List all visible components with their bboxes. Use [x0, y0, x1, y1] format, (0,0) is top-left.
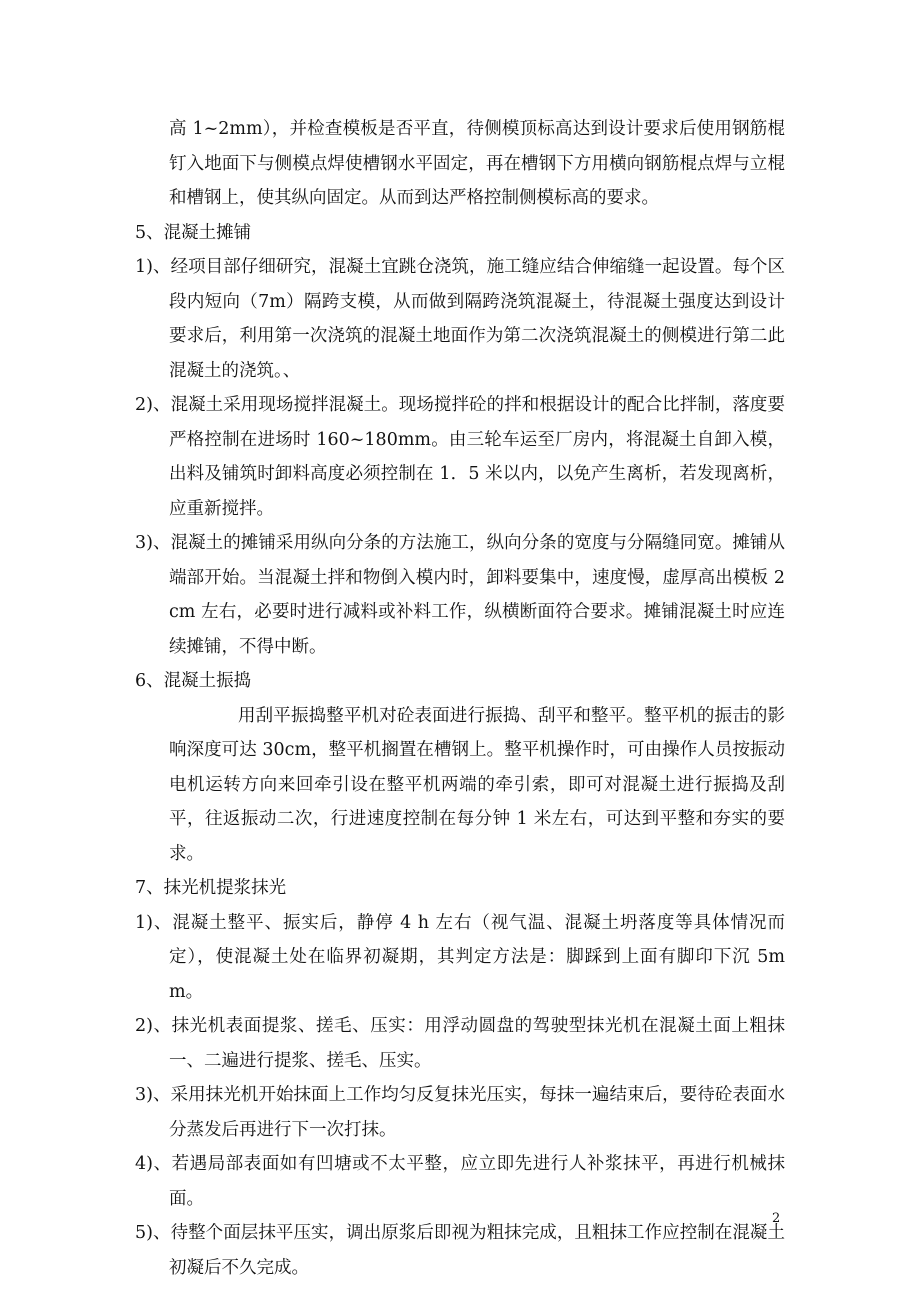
list-item-7-5: 5)、待整个面层抹平压实，调出原浆后即视为粗抹完成，且粗抹工作应控制在混凝土初凝后不久完成。 [135, 1223, 785, 1278]
paragraph-continuation: 高 1~2mm），并检查模板是否平直，待侧模顶标高达到设计要求后使用钢筋棍钉入地面下与侧模点焊使槽钢水平固定，再在槽钢下方用横向钢筋棍点焊与立棍和槽钢上，使其纵向固定。从而到达严格控制侧模标高的要求。 [169, 119, 785, 208]
section-heading-7: 7、抹光机提浆抹光 [135, 878, 287, 898]
list-item-5-2: 2)、混凝土采用现场搅拌混凝土。现场搅拌砼的拌和根据设计的配合比拌制，落度要严格控制在进场时 160~180mm。由三轮车运至厂房内，将混凝土自卸入模，出料及铺筑时卸料高度必须控制在 1．5 米以内，以免产生离析，若发现离析，应重新搅拌。 [135, 395, 785, 519]
list-item-7-1: 1)、混凝土整平、振实后，静停 4 h 左右（视气温、混凝土坍落度等具体情况而定），使混凝土处在临界初凝期，其判定方法是：脚踩到上面有脚印下沉 5mm。 [135, 912, 785, 1002]
list-item-5-1: 1)、经项目部仔细研究，混凝土宜跳仓浇筑，施工缝应结合伸缩缝一起设置。每个区段内短向（7m）隔跨支模，从而做到隔跨浇筑混凝土，待混凝土强度达到设计要求后，利用第一次浇筑的混凝土地面作为第二次浇筑混凝土的侧模进行第二此混凝土的浇筑。、 [135, 257, 785, 381]
list-item-5-3: 3)、混凝土的摊铺采用纵向分条的方法施工，纵向分条的宽度与分隔缝同宽。摊铺从端部开始。当混凝土拌和物倒入模内时，卸料要集中，速度慢，虚厚高出模板 2cm 左右，必要时进行减料或补料工作，纵横断面符合要求。摊铺混凝土时应连续摊铺，不得中断。 [135, 533, 785, 657]
list-item-7-4: 4)、若遇局部表面如有凹塘或不太平整，应立即先进行人补浆抹平，再进行机械抹面。 [135, 1154, 785, 1209]
page-number: 2 [772, 1211, 781, 1226]
body-paragraph-6: 用刮平振捣整平机对砼表面进行振捣、刮平和整平。整平机的振击的影响深度可达 30cm，整平机搁置在槽钢上。整平机操作时，可由操作人员按振动电机运转方向来回牵引设在整平机两端的牵引索，即可对混凝土进行振捣及刮平，往返振动二次，行进速度控制在每分钟 1 米左右，可达到平整和夯实的要求。 [169, 705, 785, 864]
list-item-7-3: 3)、采用抹光机开始抹面上工作均匀反复抹光压实，每抹一遍结束后，要待砼表面水分蒸发后再进行下一次打抹。 [135, 1085, 785, 1140]
document-body [135, 112, 785, 1285]
section-heading-5: 5、混凝土摊铺 [135, 222, 252, 243]
section-heading-6: 6、混凝土振捣 [135, 671, 252, 691]
list-item-7-2: 2)、抹光机表面提浆、搓毛、压实：用浮动圆盘的驾驶型抹光机在混凝土面上粗抹一、二遍进行提浆、搓毛、压实。 [135, 1016, 785, 1071]
